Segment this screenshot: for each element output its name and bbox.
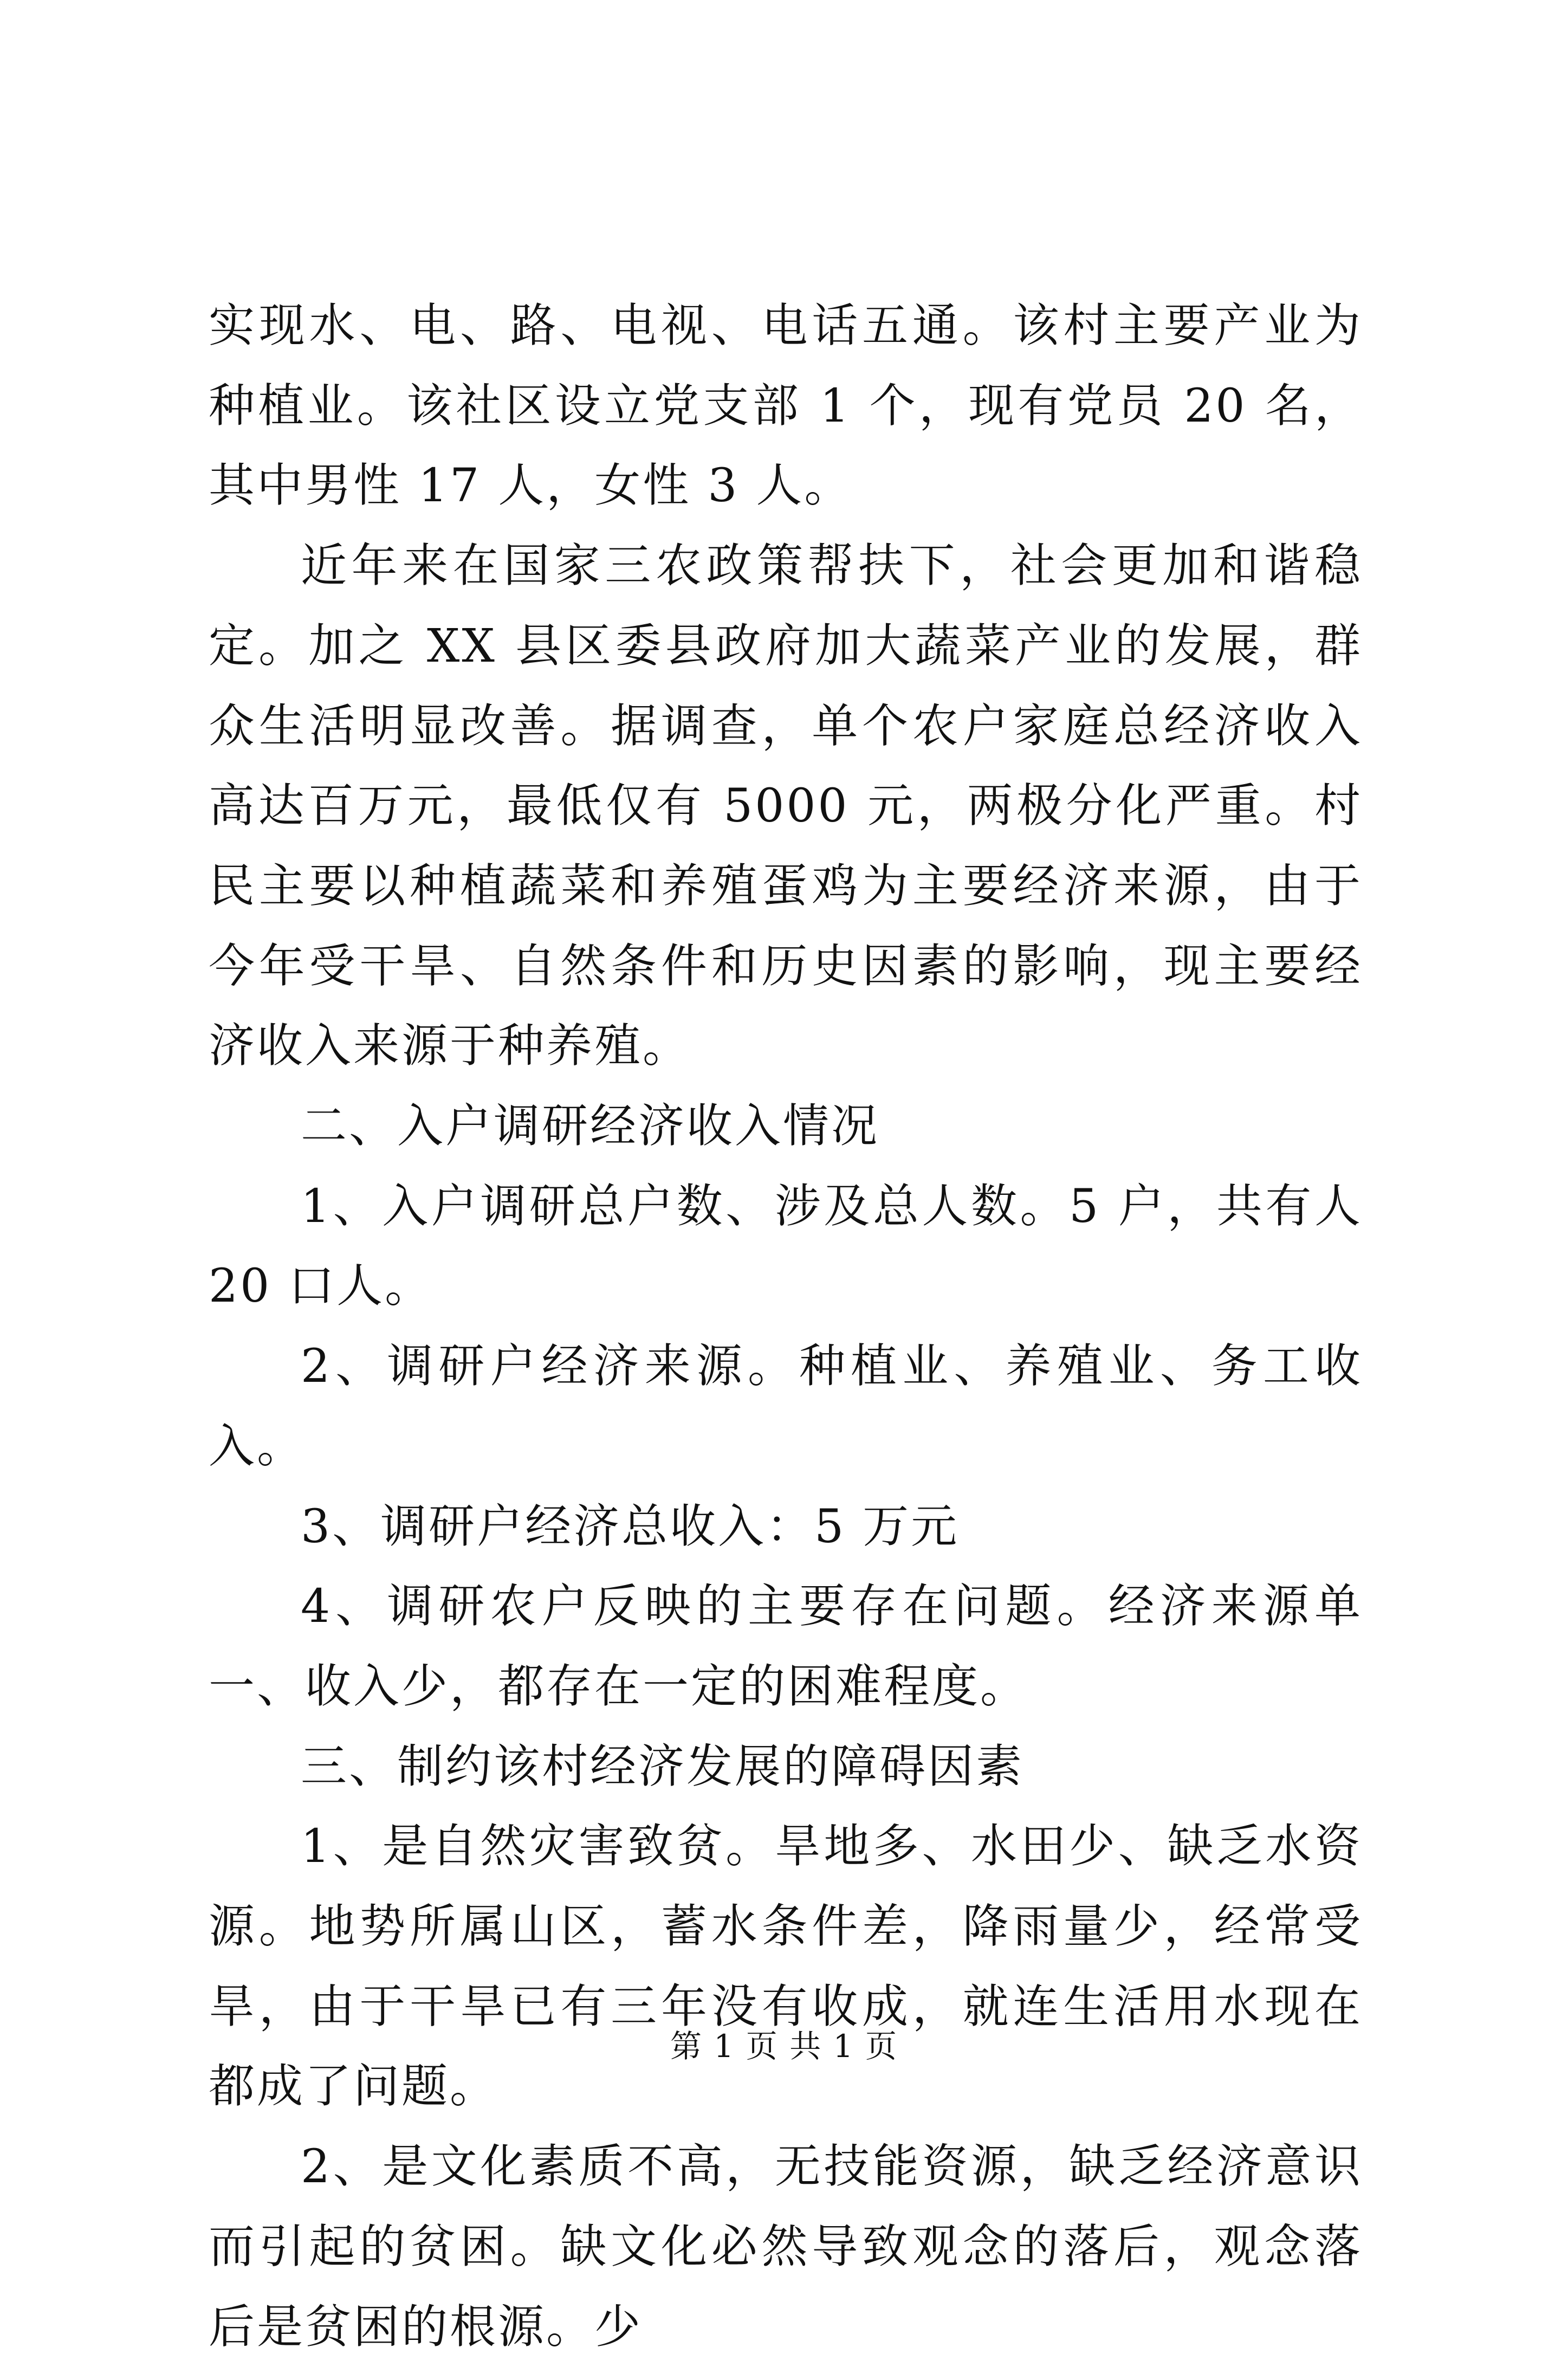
list-item-natural-disaster: 1、是自然灾害致贫。旱地多、水田少、缺乏水资源。地势所属山区，蓄水条件差，降雨量少，经常受旱，由于干旱已有三年没有收成，就连生活用水现在都成了问题。 <box>209 1820 1363 2114</box>
section-heading-obstacles: 三、制约该村经济发展的障碍因素 <box>301 1739 1025 1794</box>
paragraph-infrastructure: 实现水、电、路、电视、电话五通。该村主要产业为种植业。该社区设立党支部 1 个，现有党员 20 名，其中男性 17 人，女性 3 人。 <box>209 299 1363 513</box>
list-item-households: 1、入户调研总户数、涉及总人数。5 户，共有人 20 口人。 <box>209 1179 1363 1314</box>
section-heading-income: 二、入户调研经济收入情况 <box>301 1100 880 1154</box>
list-item-problems: 4、调研农户反映的主要存在问题。经济来源单一、收入少，都存在一定的困难程度。 <box>209 1580 1363 1713</box>
list-item-income-sources: 2、调研户经济来源。种植业、养殖业、务工收入。 <box>209 1340 1363 1473</box>
page-number-footer: 第 1 页 共 1 页 <box>670 2028 898 2065</box>
list-item-education: 2、是文化素质不高，无技能资源，缺乏经济意识而引起的贫困。缺文化必然导致观念的落后，观念落后是贫困的根源。少 <box>209 2140 1363 2354</box>
paragraph-recent-development: 近年来在国家三农政策帮扶下，社会更加和谐稳定。加之 XX 县区委县政府加大蔬菜产业的发展，群众生活明显改善。据调查，单个农户家庭总经济收入高达百万元，最低仅有 5000 元，两极分化严重。村民主要以种植蔬菜和养殖蛋鸡为主要经济来源，由于今年受干旱、自然条件和历史因素的影响，现主要经济收入来源于种养殖。 <box>209 539 1363 1073</box>
list-item-total-income: 3、调研户经济总收入：5 万元 <box>301 1499 960 1554</box>
